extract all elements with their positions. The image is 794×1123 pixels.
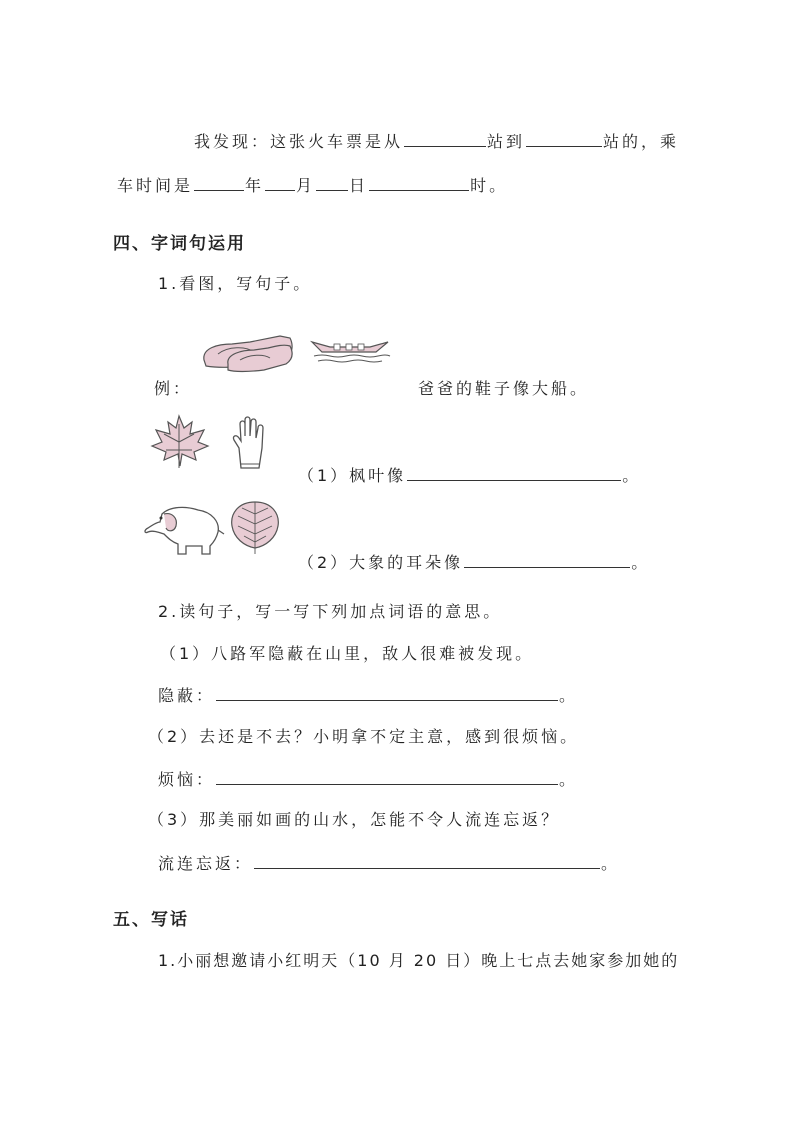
ticket-line-1: 我发现：这张火车票是从 站到 站的，乘 <box>194 132 680 151</box>
answer-blank-year[interactable] <box>194 174 244 191</box>
elephant-icon <box>140 500 226 556</box>
example-label: 例： <box>154 379 193 398</box>
ticket-line-2: 车时间是 年 月 日 时。 <box>117 176 509 195</box>
maple-leaf-icon <box>148 414 210 470</box>
q1-prompt: 1.看图，写句子。 <box>158 274 313 293</box>
q2-word-3: 流连忘返： 。 <box>158 854 621 873</box>
q2-sentence-2: （2）去还是不去？小明拿不定主意，感到很烦恼。 <box>148 727 580 746</box>
section-5-q1: 1.小丽想邀请小红明天（10 月 20 日）晚上七点去她家参加她的 <box>158 951 680 970</box>
answer-blank-maple[interactable] <box>407 464 621 481</box>
q2-word-2: 烦恼： 。 <box>158 770 579 789</box>
q1-item-1: （1）枫叶像 。 <box>298 466 642 485</box>
answer-blank-liulianwangfan[interactable] <box>254 852 600 869</box>
boat-icon <box>308 338 392 364</box>
answer-blank-yinbi[interactable] <box>216 684 558 701</box>
answer-blank-elephant-ear[interactable] <box>464 551 630 568</box>
example-sentence: 爸爸的鞋子像大船。 <box>418 379 590 398</box>
q2-word-1: 隐蔽： 。 <box>158 686 579 705</box>
leaf-icon <box>228 498 282 556</box>
answer-blank-day[interactable] <box>316 174 348 191</box>
section-5-heading: 五、写话 <box>113 910 189 930</box>
answer-blank-from-station[interactable] <box>404 130 486 147</box>
answer-blank-to-station[interactable] <box>526 130 602 147</box>
section-4-heading: 四、字词句运用 <box>113 234 246 254</box>
q1-item-2: （2）大象的耳朵像 。 <box>298 553 651 572</box>
shoe-icon <box>198 330 298 372</box>
hand-icon <box>231 414 271 470</box>
q2-sentence-3: （3）那美丽如画的山水，怎能不令人流连忘返？ <box>148 810 561 829</box>
answer-blank-fannao[interactable] <box>216 768 558 785</box>
answer-blank-hour[interactable] <box>369 174 469 191</box>
q2-sentence-1: （1）八路军隐蔽在山里，敌人很难被发现。 <box>160 644 535 663</box>
answer-blank-month[interactable] <box>265 174 295 191</box>
q2-prompt: 2.读句子，写一写下列加点词语的意思。 <box>158 602 503 621</box>
